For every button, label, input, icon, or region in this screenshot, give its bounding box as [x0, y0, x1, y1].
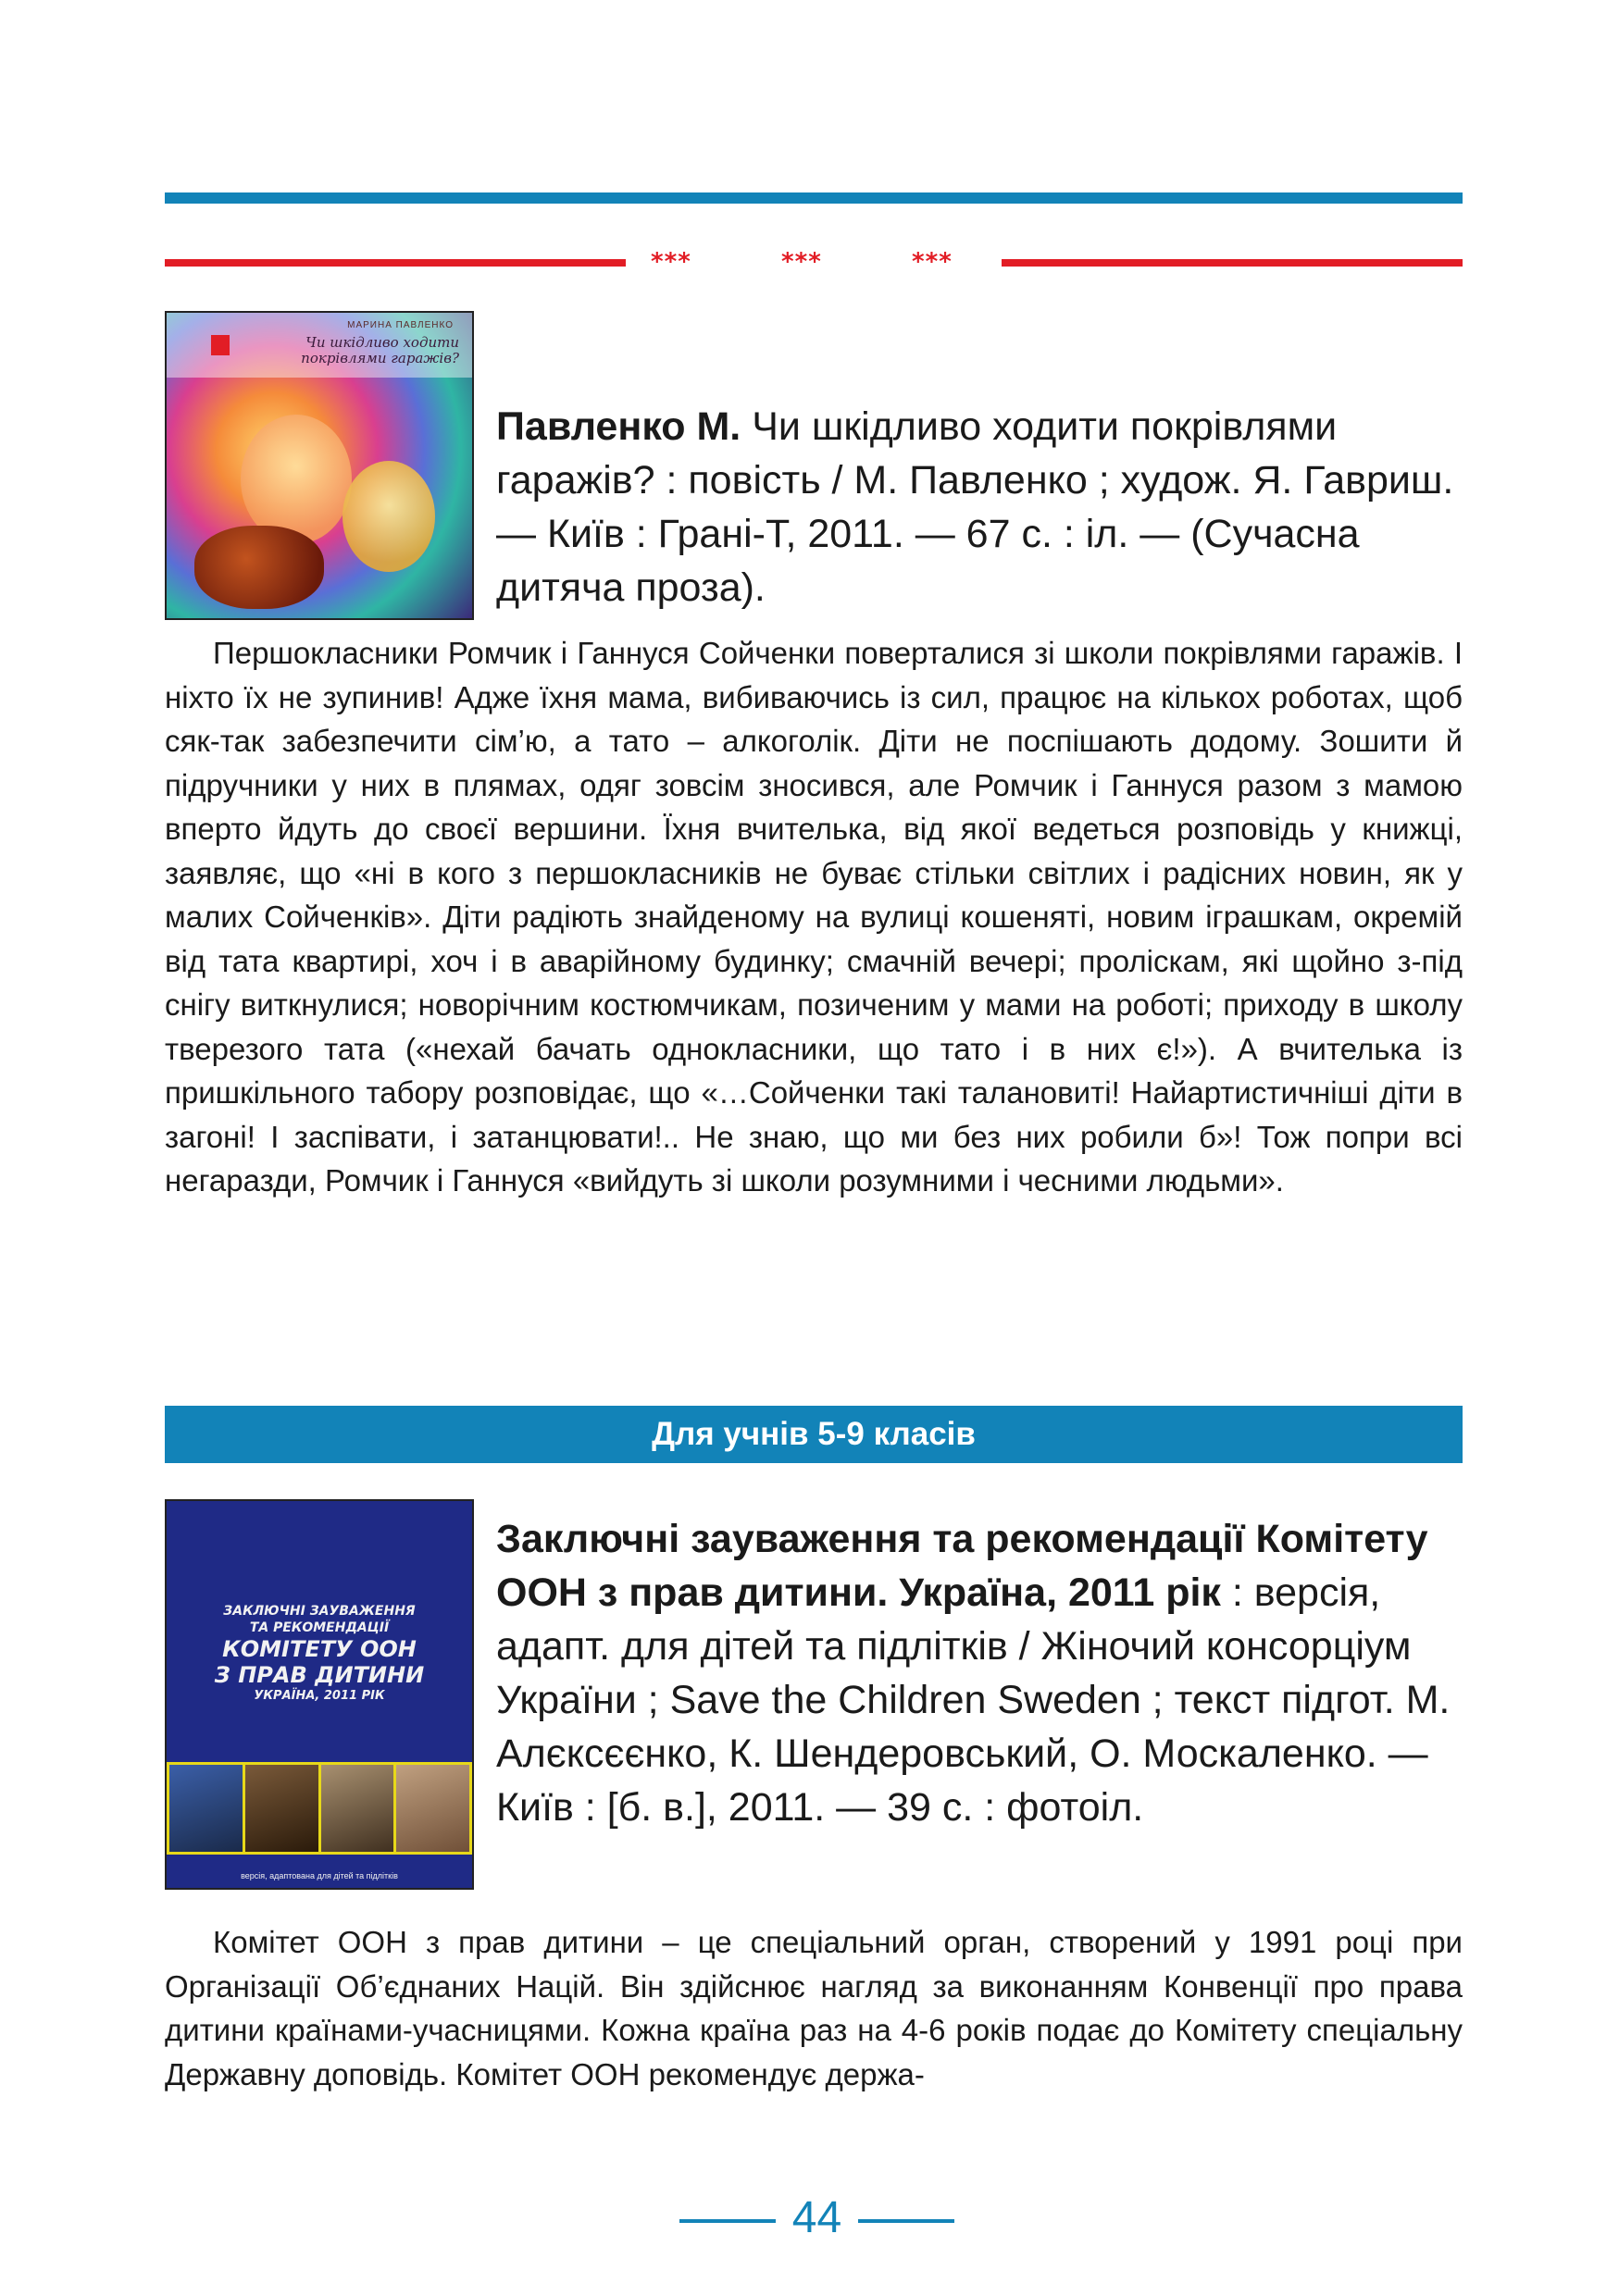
cover-line: ТА РЕКОМЕНДАЦІЇ: [249, 1620, 390, 1635]
cover-photo: [245, 1765, 318, 1852]
cover-photo: [169, 1765, 243, 1852]
ornament-stars: ***: [912, 248, 953, 276]
book-citation: [496, 1512, 1463, 1834]
book-annotation: Комітет ООН з прав дитини – це спеціальний орган, створений у 1991 році при Організації Об’єднаних Націй. Він здійснює нагляд за виконанням Конвенції про права дитини країнами-учасницями. Кожна країна раз на 4-6 років подає до Комітету спеціальну Державну доповідь. Комітет ООН рекомендує держа-: [165, 1925, 1463, 2091]
cover-author: МАРИНА ПАВЛЕНКО: [347, 320, 454, 330]
cover-photo: [396, 1765, 469, 1852]
cover-line: УКРАЇНА, 2011 РІК: [254, 1689, 385, 1703]
page-number: 44: [791, 2193, 842, 2242]
header-red-rule-left: [165, 259, 626, 267]
cover-illustration-girl: [342, 461, 435, 572]
book-annotation: Першокласники Ромчик і Ганнуся Сойченки поверталися зі школи покрівлями гаражів. І ніхто їх не зупинив! Адже їхня мама, вибиваючись із сил, працює на кількох роботах, щоб сяк-так забезпечити сім’ю, а тато – алкоголік. Діти не поспішають додому. Зошити й підручники у них в плямах, одяг зовсім зносився, але Ромчик і Ганнуся разом з мамою вперто йдуть до своєї вершини. Їхня вчителька, від якої ведеться розповідь у книжці, заявляє, що «ні в кого з першокласників не буває стільки світлих і радісних новин, як у малих Сойченків». Діти радіють знайденому на вулиці кошеняті, новим іграшкам, окремій від тата квартирі, хоч і в аварійному будинку; смачній вечері; пролiскам, які щойно з-під снігу виткнулися; новорічним костюмчикам, позиченим у мами на роботі; приходу в школу тверезого тата («нехай бачать однокласники, що тато і в них є!»). А вчителька із пришкільного табору розповідає, що «…Сойченки такі талановиті! Найартистичніші діти в загоні! І заспівати, і затанцювати!.. Не знаю, що ми без них робили б»! Тож попри всі негаразди, Ромчик і Ганнуся «вийдуть зі школи розумними і чесними людьми».: [165, 636, 1463, 1198]
book-cover-image: [165, 1499, 474, 1890]
book-title: Заключні зауваження та рекомендації Комітету ООН з прав дитини. Україна, 2011 рік: [496, 1517, 1428, 1615]
section-heading: Для учнів 5-9 класів: [165, 1406, 1463, 1463]
header-blue-rule: [165, 192, 1463, 204]
cover-line: З ПРАВ ДИТИНИ: [214, 1662, 425, 1688]
cover-title: Чи шкідливо ходити покрівлями гаражів?: [301, 334, 459, 366]
citation-details: : версія, адапт. для дітей та підлітків / Жіночий консорціум України ; Save the Children Sweden ; текст підгот. М. Алєксєєнко, К. Шендеровський, О. Москаленко. — Київ : [б. в.], 2011. — 39 с. : фотоіл.: [496, 1570, 1451, 1830]
publisher-logo: [211, 335, 230, 355]
ornament-stars: ***: [781, 248, 822, 276]
cover-line: ЗАКЛЮЧНІ ЗАУВАЖЕННЯ: [223, 1604, 416, 1619]
cover-photo: [321, 1765, 394, 1852]
book-author: Павленко М.: [496, 404, 741, 449]
cover-illustration-dog: [194, 526, 324, 609]
page-number-rule-right: [858, 2219, 954, 2223]
cover-photo-strip: [167, 1762, 472, 1855]
citation-details: Чи шкідливо ходити покрівлями гаражів? : повість / М. Павленко ; худож. Я. Гавриш. — Київ : Грані-Т, 2011. — 67 с. : іл. — (Сучасна дитяча проза).: [496, 404, 1454, 610]
cover-illustration-boy: [241, 415, 352, 544]
book-cover-image: [165, 311, 474, 620]
cover-title-block: [167, 1603, 472, 1705]
page-number-rule-left: [679, 2219, 776, 2223]
header-red-rule-right: [1002, 259, 1463, 267]
cover-line: КОМІТЕТУ ООН: [222, 1636, 417, 1662]
ornament-stars: ***: [651, 248, 691, 276]
cover-footer: версія, адаптована для дітей та підлітків: [241, 1871, 398, 1880]
book-citation: [496, 400, 1463, 614]
